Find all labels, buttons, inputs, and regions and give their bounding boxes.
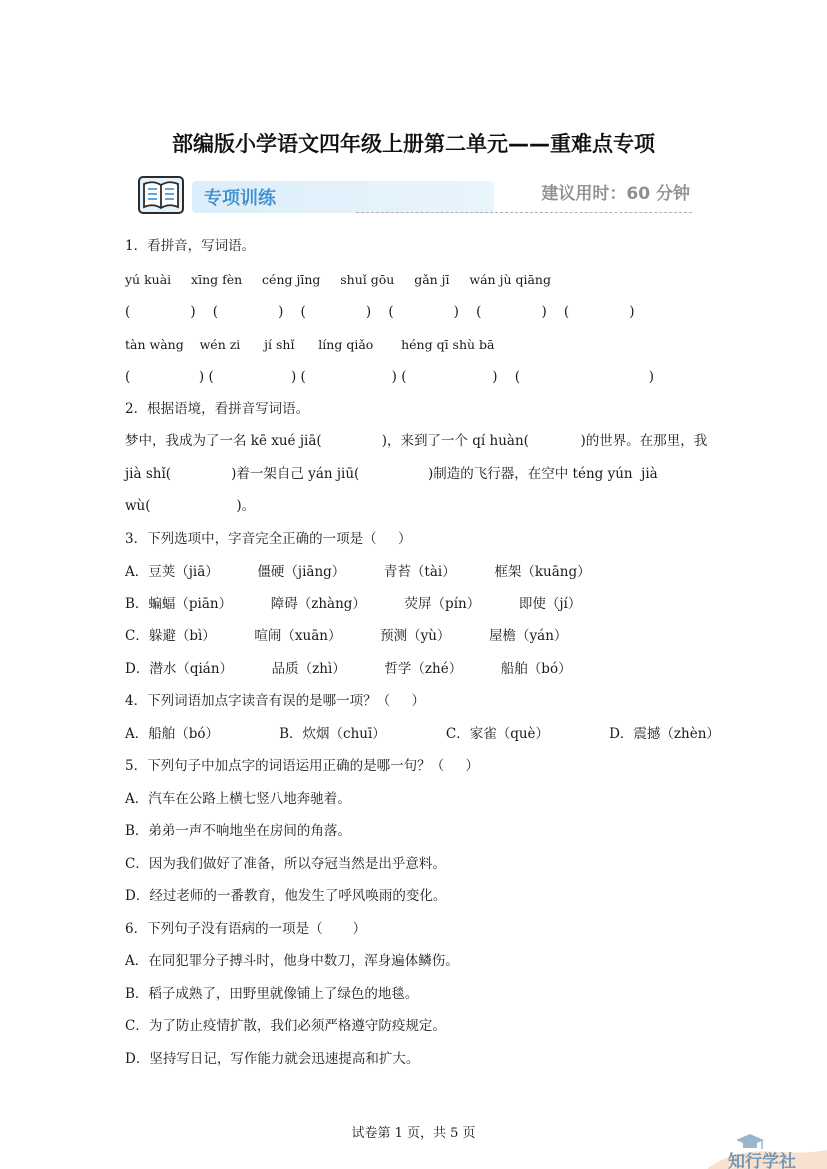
question-6-option-d[interactable]: D．坚持写日记，写作能力就会迅速提高和扩大。	[125, 1051, 420, 1067]
question-1-answer-blanks-1[interactable]: ( ) ( ) ( ) ( ) ( ) ( )	[125, 304, 635, 320]
question-5-option-d[interactable]: D．经过老师的一番教育，他发生了呼风唤雨的变化。	[125, 888, 447, 904]
question-2-line-2: jià shǐ( )着一架自己 yán jiū( )制造的飞行器，在空中 téng yún jià	[125, 466, 658, 482]
question-3-stem: 3．下列选项中，字音完全正确的一项是（ ）	[125, 531, 412, 547]
question-2-line-1: 梦中，我成为了一名 kē xué jiā( )，来到了一个 qí huàn( )的世界。在那里，我	[125, 433, 708, 449]
question-3-option-a[interactable]: A．豆荚（jiā） 僵硬（jiāng） 青苔（tài） 框架（kuāng）	[125, 564, 591, 580]
question-5-stem: 5．下列句子中加点字的词语运用正确的是哪一句？（ ）	[125, 758, 480, 774]
question-6-stem: 6．下列句子没有语病的一项是（ ）	[125, 921, 367, 937]
book-icon	[138, 176, 184, 214]
question-2-stem: 2．根据语境，看拼音写词语。	[125, 401, 310, 417]
question-1-pinyin-row-1: yú kuài xīng fèn céng jīng shuǐ gōu gǎn jī wán jù qiāng	[125, 272, 551, 287]
section-banner	[138, 176, 694, 220]
question-1-answer-blanks-2[interactable]: ( ) ( ) ( ) ( ) ( )	[125, 369, 654, 385]
question-6-option-c[interactable]: C．为了防止疫情扩散，我们必须严格遵守防疫规定。	[125, 1018, 446, 1034]
question-6-option-b[interactable]: B．稻子成熟了，田野里就像铺上了绿色的地毯。	[125, 986, 419, 1002]
question-3-option-c[interactable]: C．躲避（bì） 喧闹（xuān） 预测（yù） 屋檐（yán）	[125, 628, 568, 644]
question-4-stem: 4．下列词语加点字读音有误的是哪一项？（ ）	[125, 693, 426, 709]
question-4-options[interactable]: A．船舶（bó） B．炊烟（chuī） C．家雀（què） D．震撼（zhèn）	[125, 726, 720, 742]
question-1-pinyin-row-2: tàn wàng wén zi jí shǐ líng qiǎo héng qī shù bā	[125, 337, 495, 352]
question-5-option-b[interactable]: B．弟弟一声不响地坐在房间的角落。	[125, 823, 351, 839]
question-5-option-a[interactable]: A．汽车在公路上横七竖八地奔驰着。	[125, 791, 351, 807]
question-1-stem: 1．看拼音，写词语。	[125, 238, 256, 254]
question-3-option-b[interactable]: B．蝙蝠（piān） 障碍（zhàng） 荧屏（pín） 即使（jí）	[125, 596, 582, 612]
page-footer: 试卷第 1 页，共 5 页	[351, 1126, 476, 1141]
question-6-option-a[interactable]: A．在同犯罪分子搏斗时，他身中数刀，浑身遍体鳞伤。	[125, 953, 459, 969]
suggested-time: 建议用时：60 分钟	[541, 184, 690, 204]
page-title: 部编版小学语文四年级上册第二单元——重难点专项	[172, 132, 655, 156]
question-2-line-3: wù( )。	[125, 498, 256, 514]
logo-text: 知行学社	[728, 1152, 796, 1169]
question-3-option-d[interactable]: D．潜水（qián） 品质（zhì） 哲学（zhé） 船舶（bó）	[125, 661, 572, 677]
dashed-divider	[356, 212, 692, 213]
publisher-logo	[706, 1130, 827, 1169]
section-tag: 专项训练	[204, 188, 276, 209]
question-5-option-c[interactable]: C．因为我们做好了准备，所以夺冠当然是出乎意料。	[125, 856, 446, 872]
